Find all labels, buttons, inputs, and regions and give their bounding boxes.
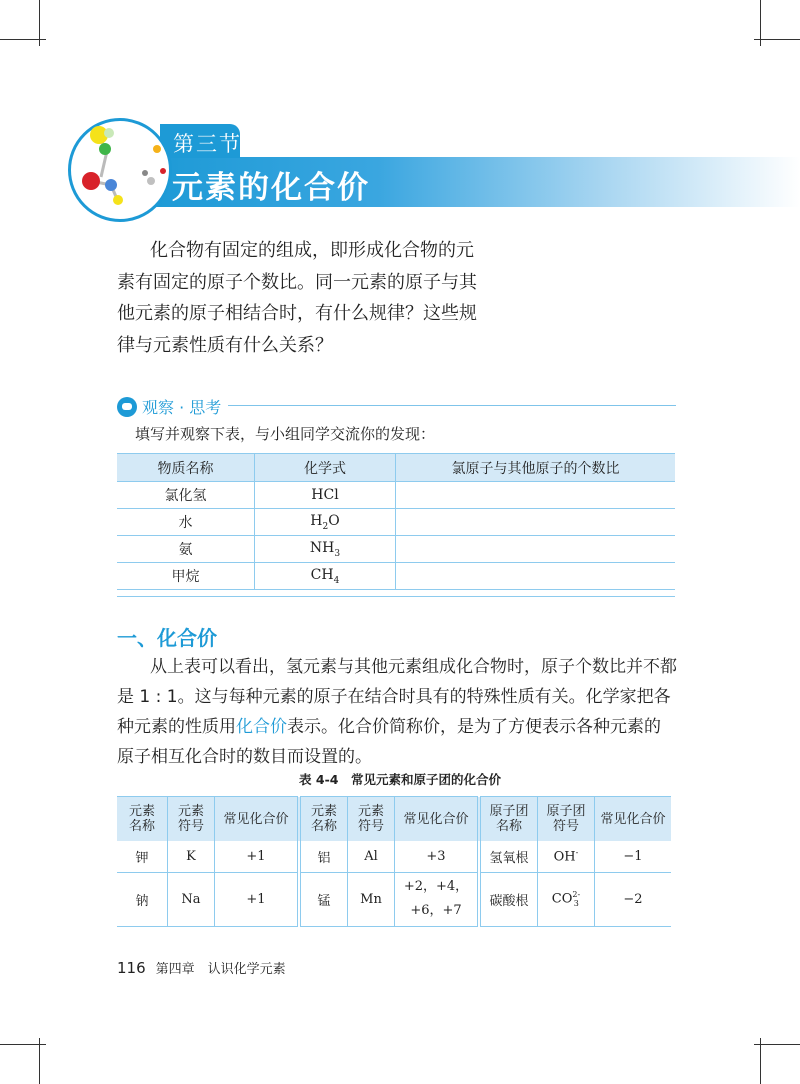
chemical-formula: $NH_3$ bbox=[255, 536, 396, 563]
valence: +2，+4， +6，+7 bbox=[395, 872, 480, 926]
header-group-name: 原子团 名称 bbox=[479, 797, 538, 842]
crop-mark-tr-v bbox=[760, 0, 761, 46]
header-name: 物质名称 bbox=[117, 454, 255, 482]
body-text-2: 表示。化合价简称价，是为了方便表示各种元素的原子相互化合时的数目而设置的。 bbox=[117, 717, 661, 767]
chapter-title: 第四章 认识化学元素 bbox=[155, 962, 286, 977]
substance-name: 甲烷 bbox=[117, 563, 255, 590]
group-symbol: CO 2- 3 bbox=[538, 872, 595, 926]
element-name: 钠 bbox=[117, 872, 168, 926]
header-valence: 常见化合价 bbox=[595, 797, 672, 842]
table-row bbox=[117, 509, 675, 536]
header-valence: 常见化合价 bbox=[395, 797, 480, 842]
observe-instruction: 填写并观察下表，与小组同学交流你的发现： bbox=[135, 425, 436, 443]
table-header-row bbox=[117, 454, 675, 482]
substance-name: 氨 bbox=[117, 536, 255, 563]
ratio-cell[interactable] bbox=[396, 482, 676, 509]
valence-table bbox=[117, 796, 671, 927]
header-element-name: 元素 名称 bbox=[299, 797, 348, 842]
element-symbol: Na bbox=[168, 872, 215, 926]
crop-mark-tl-v bbox=[39, 0, 40, 46]
header-element-symbol: 元素 符号 bbox=[348, 797, 395, 842]
element-symbol: Al bbox=[348, 841, 395, 872]
group-name: 碳酸根 bbox=[479, 872, 538, 926]
ratio-cell[interactable] bbox=[396, 563, 676, 590]
observe-icon bbox=[117, 397, 137, 417]
chemical-formula: $CH_4$ bbox=[255, 563, 396, 590]
table-caption: 表 4-4 常见元素和原子团的化合价 bbox=[299, 772, 501, 787]
observe-title: 观察 · 思考 bbox=[142, 398, 222, 417]
table-row bbox=[117, 482, 675, 509]
element-name: 钾 bbox=[117, 841, 168, 872]
table-row bbox=[117, 841, 671, 872]
intro-line: 素有固定的原子个数比。同一元素的原子与其 bbox=[117, 271, 477, 293]
observe-divider bbox=[228, 405, 676, 406]
table-row bbox=[117, 536, 675, 563]
valence: +3 bbox=[395, 841, 480, 872]
page-footer bbox=[117, 958, 286, 977]
page-title: 元素的化合价 bbox=[172, 170, 370, 206]
header-formula: 化学式 bbox=[255, 454, 396, 482]
substance-name: 氯化氢 bbox=[117, 482, 255, 509]
header-element-name: 元素 名称 bbox=[117, 797, 168, 842]
body-text-1: 从上表可以看出，氢元素与其他元素组成化合物时，原子个数比并不都是 1 : 1。这与每种元素的原子在结合时具有的特殊性质有关。化学家把各种元素的性质用 bbox=[117, 657, 677, 737]
chemical-formula: HCl bbox=[255, 482, 396, 509]
valence: +1 bbox=[215, 841, 300, 872]
table-row bbox=[117, 563, 675, 590]
table-header-row bbox=[117, 797, 671, 842]
group-symbol: OH- bbox=[538, 841, 595, 872]
section-tag: 第三节 bbox=[173, 132, 242, 156]
page-number: 116 bbox=[117, 959, 146, 977]
ratio-cell[interactable] bbox=[396, 536, 676, 563]
crop-mark-br-v bbox=[760, 1038, 761, 1084]
header-group-symbol: 原子团 符号 bbox=[538, 797, 595, 842]
intro-paragraph bbox=[117, 235, 537, 361]
chemical-formula: $H_2O$ bbox=[255, 509, 396, 536]
table-row bbox=[117, 872, 671, 926]
crop-mark-bl-v bbox=[39, 1038, 40, 1084]
valence: −2 bbox=[595, 872, 672, 926]
molecule-badge bbox=[68, 118, 172, 222]
group-name: 氢氧根 bbox=[479, 841, 538, 872]
ratio-cell[interactable] bbox=[396, 509, 676, 536]
term-highlight: 化合价 bbox=[236, 717, 287, 737]
section-heading: 一、化合价 bbox=[117, 626, 217, 650]
header-element-symbol: 元素 符号 bbox=[168, 797, 215, 842]
observe-heading bbox=[117, 395, 221, 418]
observe-table bbox=[117, 453, 675, 590]
element-symbol: Mn bbox=[348, 872, 395, 926]
intro-line: 化合物有固定的组成，即形成化合物的元 bbox=[150, 240, 474, 261]
valence: +1 bbox=[215, 872, 300, 926]
section-body bbox=[117, 652, 677, 772]
intro-line: 他元素的原子相结合时，有什么规律？这些规 bbox=[117, 303, 477, 324]
header-valence: 常见化合价 bbox=[215, 797, 300, 842]
molecule-icon bbox=[71, 121, 169, 219]
substance-name: 水 bbox=[117, 509, 255, 536]
element-name: 锰 bbox=[299, 872, 348, 926]
observe-bottom-rule bbox=[117, 596, 675, 597]
intro-line: 律与元素性质有什么关系？ bbox=[117, 334, 333, 356]
element-symbol: K bbox=[168, 841, 215, 872]
valence: −1 bbox=[595, 841, 672, 872]
header-ratio: 氯原子与其他原子的个数比 bbox=[396, 454, 676, 482]
element-name: 铝 bbox=[299, 841, 348, 872]
